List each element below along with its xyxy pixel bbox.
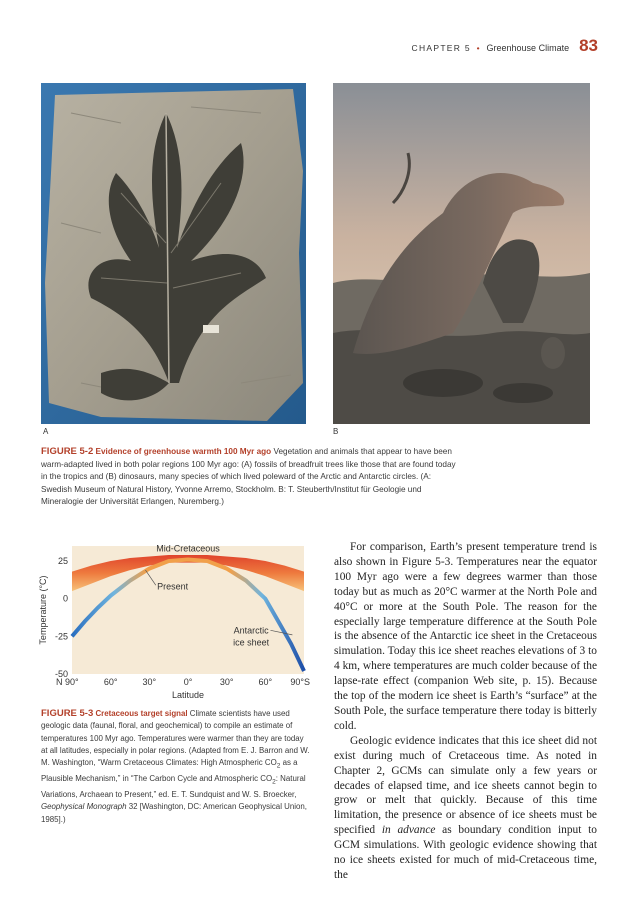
x-axis-ticks <box>56 677 310 687</box>
figure-5-3-caption <box>41 708 311 826</box>
figure-5-3-text-2: as a Plausible Mechanism,” in “The Carbon Cycle and Atmospheric CO <box>41 758 298 784</box>
x-tick-label: 30° <box>142 677 157 687</box>
co2-subscript-2: 2 <box>272 778 276 786</box>
y-tick-label: 0 <box>62 593 68 604</box>
x-tick-label: 60° <box>258 677 273 687</box>
running-header <box>412 36 599 56</box>
figure-5-3-italic: Geophysical Monograph <box>41 802 127 812</box>
mid-cretaceous-label: Mid-Cretaceous <box>156 543 220 554</box>
fossil-leaf-photo <box>41 83 306 424</box>
photo-a-label: A <box>43 427 49 436</box>
x-tick-label: N 90° <box>56 677 79 687</box>
y-tick-label: 25 <box>57 556 68 567</box>
ice-sheet-label: ice sheet <box>233 637 270 648</box>
header-separator: • <box>476 43 481 53</box>
figure-5-2-text: Vegetation and animals that appear to have been warm-adapted lived in both polar regions 100 Myr ago: (A) fossils of breadfruit trees like those that are found today in the tropics and (B) dinosaurs, many species of which lived poleward of the Arctic and Antarctic circles. (A: Swedish Museum of Natural History, Yvonne Arremo, Stockholm. B: T. Steuberth/Institut für Geologie und Mineralogie der Universität Erlangen, Nuremberg.) <box>41 447 456 507</box>
figure-5-3-number: FIGURE 5-3 <box>41 708 94 719</box>
page-number: 83 <box>579 36 598 55</box>
x-axis-label: Latitude <box>171 690 205 700</box>
figure-5-2-number: FIGURE 5-2 <box>41 446 94 457</box>
figure-5-3-text-3: : Natural Variations, Archaean to Present,” ed. E. T. Sundquist and W. S. Broecker, <box>41 774 306 799</box>
paragraph-2-emphasis: in advance <box>381 824 436 837</box>
figure-5-2-caption <box>41 446 461 509</box>
cretaceous-temperature-chart <box>34 540 312 705</box>
present-label: Present <box>157 581 189 592</box>
dinosaur-painting <box>333 83 590 424</box>
body-text-column <box>334 540 597 883</box>
co2-subscript-1: 2 <box>276 762 281 770</box>
y-axis-label: Temperature (°C) <box>38 575 48 645</box>
y-tick-label: -25 <box>54 631 68 642</box>
antarctic-label: Antarctic <box>233 625 269 636</box>
dinosaur-image <box>333 83 590 424</box>
y-tick-label: -50 <box>54 669 68 679</box>
paragraph-1: For comparison, Earth’s present temperature trend is also shown in Figure 5-3. Temperatures near the equator 100 Myr ago were a few degrees warmer than those today but as much as 20°C warmer at the North Pole and 40°C or more at the South Pole. The reason for the especially large temperature difference at the South Pole is the absence of the Antarctic ice sheet in the Cretaceous simulation. Today this ice sheet reaches elevations of 3 to 4 km, where temperatures are much colder because of the lapse-rate effect (companion Web site, p. 15). Because the top of the modern ice sheet is Earth’s “surface” at the South Pole, the surface temperature there today is bitterly cold. <box>334 541 597 732</box>
x-tick-label: 30° <box>219 677 234 687</box>
photo-b-label: B <box>333 427 339 436</box>
x-tick-label: 90°S <box>290 677 310 687</box>
y-axis-ticks <box>55 556 68 679</box>
figure-5-3-title: Cretaceous target signal <box>95 709 188 718</box>
paragraph-2-end: as boundary condition input to GCM simulations. With geologic evidence showing that no ice sheets existed for much of mid-Cretaceous time, the <box>334 824 597 881</box>
figure-5-3-text-4: 32 [Washington, DC: American Geophysical Union, 1985].) <box>41 802 307 824</box>
chapter-title: Greenhouse Climate <box>486 43 570 53</box>
figure-5-2-title: Evidence of greenhouse warmth 100 Myr ago <box>95 447 272 456</box>
paragraph-2-start: Geologic evidence indicates that this ice sheet did not exist during much of Cretaceous time. As noted in Chapter 2, GCMs can simulate only a few years or decades of elapsed time, and ice sheets cannot begin to grow or melt that quickly. Because of this time limitation, the presence or absence of ice sheets must be specified <box>334 734 597 837</box>
x-tick-label: 60° <box>103 677 118 687</box>
paragraph-2 <box>334 734 597 883</box>
fossil-leaf-image <box>41 83 306 424</box>
x-tick-label: 0° <box>183 677 193 687</box>
chapter-heading <box>412 43 570 53</box>
chapter-number: CHAPTER 5 <box>411 43 471 53</box>
figure-5-3-text-1: Climate scientists have used geologic data (faunal, floral, and geochemical) to compile an estimate of temperatures 100 Myr ago. Temperatures were warmer than they are today at all latitudes, especially in polar regions. (Adapted from E. J. Barron and W. M. Washington, “Warm Cretaceous Climates: High Atmospheric CO <box>41 709 310 768</box>
